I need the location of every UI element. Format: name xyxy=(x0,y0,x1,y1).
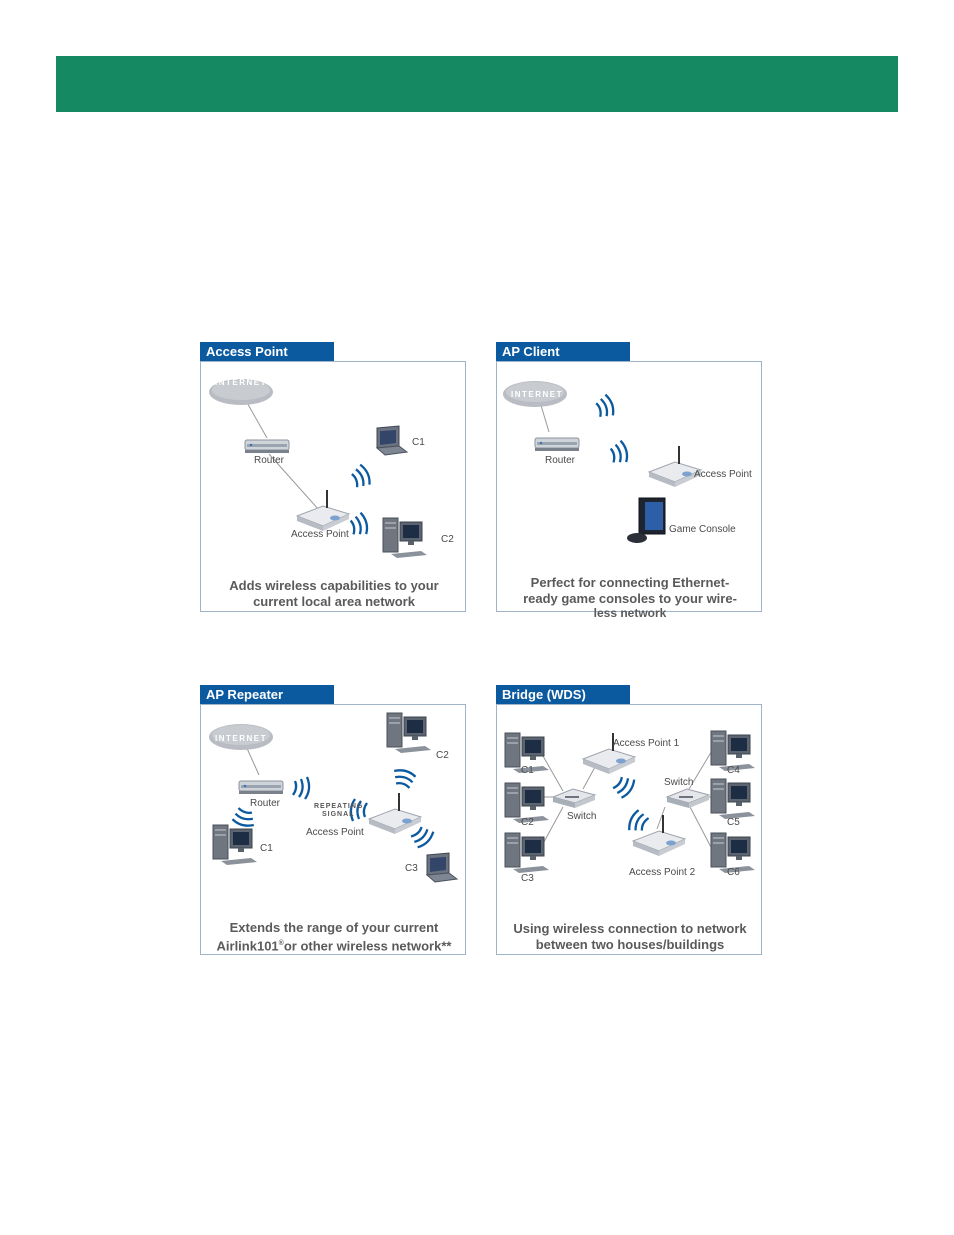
panel-title: Bridge (WDS) xyxy=(496,685,630,704)
caption-line: Using wireless connection to network xyxy=(513,921,747,936)
wireless-signal-icon xyxy=(232,807,256,827)
access-point-diagram xyxy=(201,362,465,611)
c2-label: C2 xyxy=(521,817,534,828)
panel-frame xyxy=(200,704,466,955)
wireless-signal-icon xyxy=(293,777,309,799)
wireless-signal-icon xyxy=(607,440,630,466)
panel-title: AP Repeater xyxy=(200,685,334,704)
caption-line: Adds wireless capabilities to your xyxy=(229,578,439,593)
c2-label: C2 xyxy=(441,534,454,545)
c3-label: C3 xyxy=(405,863,418,874)
panel-access-point xyxy=(200,342,466,612)
panel-frame xyxy=(496,704,762,955)
game-console-label: Game Console xyxy=(669,524,736,535)
desktop-computer-icon xyxy=(711,779,755,819)
access-point-label: Access Point xyxy=(306,827,364,838)
wireless-signal-icon xyxy=(611,773,636,800)
wireless-signal-icon xyxy=(627,809,650,835)
switch-icon xyxy=(553,789,595,808)
c4-label: C4 xyxy=(727,765,740,776)
header-banner xyxy=(56,56,898,112)
access-point-icon xyxy=(297,490,349,531)
repeating-signal-label: SIGNAL xyxy=(322,811,355,818)
c1-label: C1 xyxy=(260,843,273,854)
panel-ap-repeater xyxy=(200,685,466,955)
caption-line: Perfect for connecting Ethernet- xyxy=(530,575,730,590)
panel-title: AP Client xyxy=(496,342,630,361)
c1-label: C1 xyxy=(412,437,425,448)
repeating-signal-label: REPEATING xyxy=(314,803,364,810)
caption-line xyxy=(209,936,459,954)
game-console-icon xyxy=(627,498,665,543)
desktop-computer-icon xyxy=(383,518,427,558)
brand-name: Airlink101 xyxy=(216,938,279,954)
switch-label: Switch xyxy=(567,811,597,822)
access-point-label: Access Point xyxy=(694,469,752,480)
c5-label: C5 xyxy=(727,817,740,828)
wireless-signal-icon xyxy=(347,512,370,538)
caption-line: current local area network xyxy=(253,594,415,609)
caption-line: less network xyxy=(593,606,667,620)
caption-line: Extends the range of your current xyxy=(229,920,439,935)
panel-frame xyxy=(200,361,466,612)
desktop-computer-icon xyxy=(505,833,549,873)
router-icon xyxy=(535,438,579,451)
ap-client-diagram xyxy=(497,362,761,611)
c3-label: C3 xyxy=(521,873,534,884)
caption-line: ready game consoles to your wire- xyxy=(523,591,737,606)
laptop-icon xyxy=(427,853,457,882)
panel-frame xyxy=(496,361,762,620)
router-label: Router xyxy=(250,798,281,809)
c6-label: C6 xyxy=(727,867,740,878)
access-point-1-label: Access Point 1 xyxy=(613,738,680,749)
wireless-signal-icon xyxy=(408,823,434,850)
desktop-computer-icon xyxy=(387,713,431,753)
access-point-icon xyxy=(633,815,685,856)
switch-icon xyxy=(667,789,709,808)
access-point-icon xyxy=(649,446,701,487)
access-point-icon xyxy=(369,793,421,834)
wireless-signal-icon xyxy=(392,769,416,789)
laptop-icon xyxy=(377,426,407,455)
c1-label: C1 xyxy=(521,765,534,776)
desktop-computer-icon xyxy=(213,825,257,865)
router-label: Router xyxy=(545,455,576,466)
router-label: Router xyxy=(254,455,285,466)
registered-mark: ® xyxy=(278,940,284,947)
wireless-signal-icon xyxy=(348,464,373,491)
internet-label: INTERNET xyxy=(511,390,563,399)
panel-title: Access Point xyxy=(200,342,334,361)
internet-label: INTERNET xyxy=(215,378,267,387)
caption-rest: or other wireless network** xyxy=(283,938,452,954)
caption-line: between two houses/buildings xyxy=(535,937,725,952)
access-point-label: Access Point xyxy=(291,529,349,540)
access-point-2-label: Access Point 2 xyxy=(629,867,696,878)
router-icon xyxy=(239,781,283,794)
wireless-signal-icon xyxy=(593,394,617,421)
panel-bridge-wds xyxy=(496,685,762,955)
panel-ap-client xyxy=(496,342,762,620)
router-icon xyxy=(245,440,289,453)
c2-label: C2 xyxy=(436,750,449,761)
switch-label: Switch xyxy=(664,777,694,788)
internet-label: INTERNET xyxy=(215,734,267,743)
